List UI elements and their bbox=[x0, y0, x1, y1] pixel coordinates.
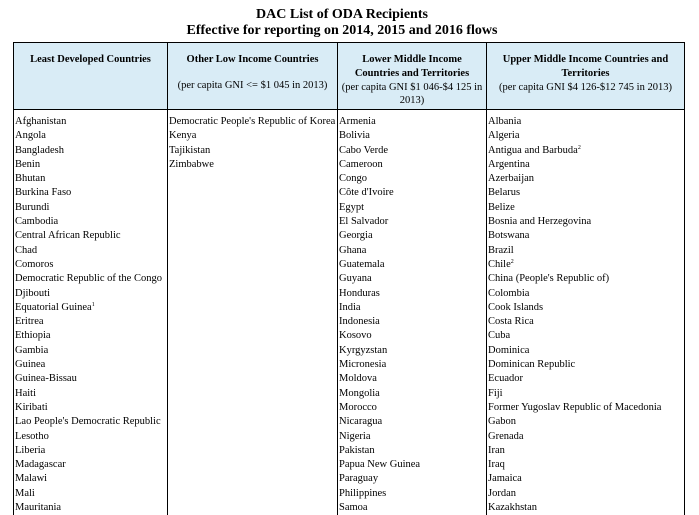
country-list-item bbox=[488, 344, 684, 358]
country-name: Bosnia and Herzegovina bbox=[488, 216, 591, 227]
country-list-item bbox=[488, 430, 684, 444]
country-name: Chile bbox=[488, 259, 511, 270]
country-list-item bbox=[339, 315, 486, 329]
country-name: Chad bbox=[15, 245, 37, 256]
country-list-item bbox=[339, 229, 486, 243]
country-name: Eritrea bbox=[15, 316, 44, 327]
country-name: Tajikistan bbox=[169, 145, 210, 156]
country-name: Burundi bbox=[15, 202, 49, 213]
country-name: Lao People's Democratic Republic bbox=[15, 416, 161, 427]
country-list-item bbox=[15, 401, 167, 415]
country-name: Grenada bbox=[488, 431, 524, 442]
country-name: Philippines bbox=[339, 488, 386, 499]
country-list-item bbox=[169, 129, 337, 143]
country-name: Gabon bbox=[488, 416, 516, 427]
country-name: Dominican Republic bbox=[488, 359, 575, 370]
country-name: Colombia bbox=[488, 288, 529, 299]
country-list-item bbox=[15, 458, 167, 472]
country-list-item bbox=[339, 244, 486, 258]
column-header-least-developed bbox=[14, 43, 168, 110]
country-list-item bbox=[488, 201, 684, 215]
country-name: Mongolia bbox=[339, 388, 380, 399]
country-name: Liberia bbox=[15, 445, 45, 456]
country-list-item bbox=[15, 344, 167, 358]
country-list-other-low-income bbox=[168, 110, 338, 515]
country-list-item bbox=[339, 430, 486, 444]
country-list-item bbox=[488, 115, 684, 129]
country-list-item bbox=[488, 229, 684, 243]
country-name: Dominica bbox=[488, 345, 529, 356]
column-heading: Least Developed Countries bbox=[16, 53, 165, 67]
country-list-item bbox=[169, 115, 337, 129]
column-heading: Upper Middle Income Countries and Territories bbox=[489, 53, 682, 81]
country-list-item bbox=[15, 472, 167, 486]
country-list-item bbox=[339, 172, 486, 186]
country-name: Moldova bbox=[339, 373, 377, 384]
column-heading: Other Low Income Countries bbox=[170, 53, 335, 67]
footnote-marker: 1 bbox=[92, 302, 95, 308]
country-name: Madagascar bbox=[15, 459, 66, 470]
country-list-item bbox=[15, 387, 167, 401]
country-list-item bbox=[339, 472, 486, 486]
country-name: Guyana bbox=[339, 273, 372, 284]
country-name: Ecuador bbox=[488, 373, 523, 384]
country-list-item bbox=[488, 358, 684, 372]
country-list-upper-middle-income bbox=[487, 110, 685, 515]
country-list-item bbox=[15, 244, 167, 258]
country-name: Iraq bbox=[488, 459, 505, 470]
country-name: Congo bbox=[339, 173, 367, 184]
country-list-item bbox=[488, 287, 684, 301]
country-name: Côte d'Ivoire bbox=[339, 187, 394, 198]
country-list-item bbox=[339, 144, 486, 158]
country-list-item bbox=[339, 415, 486, 429]
country-name: Kosovo bbox=[339, 330, 372, 341]
country-name: Democratic People's Republic of Korea bbox=[169, 116, 335, 127]
country-list-item bbox=[488, 186, 684, 200]
country-name: Guatemala bbox=[339, 259, 384, 270]
country-list-item bbox=[488, 487, 684, 501]
country-list-item bbox=[339, 372, 486, 386]
country-list-item bbox=[339, 501, 486, 515]
country-list-item bbox=[15, 186, 167, 200]
country-name: Cabo Verde bbox=[339, 145, 388, 156]
country-list-item bbox=[488, 172, 684, 186]
country-name: Kiribati bbox=[15, 402, 48, 413]
country-list-item bbox=[339, 329, 486, 343]
country-list-item bbox=[339, 401, 486, 415]
footnote-marker: 2 bbox=[511, 259, 514, 265]
footnote-marker: 2 bbox=[578, 145, 581, 151]
country-list-item bbox=[15, 258, 167, 272]
country-name: Micronesia bbox=[339, 359, 386, 370]
country-name: Afghanistan bbox=[15, 116, 66, 127]
country-list-item bbox=[488, 329, 684, 343]
country-list-item bbox=[15, 272, 167, 286]
country-list-item bbox=[339, 444, 486, 458]
country-name: India bbox=[339, 302, 361, 313]
country-name: El Salvador bbox=[339, 216, 388, 227]
country-list-item bbox=[15, 158, 167, 172]
country-name: Jordan bbox=[488, 488, 516, 499]
country-name: Argentina bbox=[488, 159, 530, 170]
country-list-item bbox=[488, 458, 684, 472]
country-list-item bbox=[488, 244, 684, 258]
country-name: Armenia bbox=[339, 116, 376, 127]
country-list-item bbox=[15, 115, 167, 129]
column-header-other-low-income bbox=[168, 43, 338, 110]
country-list-item bbox=[488, 215, 684, 229]
country-list-item bbox=[339, 301, 486, 315]
country-name: Nicaragua bbox=[339, 416, 382, 427]
country-list-item bbox=[488, 415, 684, 429]
country-name: Angola bbox=[15, 130, 46, 141]
country-name: Cambodia bbox=[15, 216, 58, 227]
country-list-item bbox=[339, 129, 486, 143]
country-list-item bbox=[339, 358, 486, 372]
country-name: Samoa bbox=[339, 502, 368, 513]
country-list-item bbox=[15, 372, 167, 386]
country-name: Malawi bbox=[15, 473, 47, 484]
country-name: Bangladesh bbox=[15, 145, 64, 156]
country-name: Belarus bbox=[488, 187, 520, 198]
country-list-item bbox=[488, 472, 684, 486]
country-list-item bbox=[488, 501, 684, 515]
country-name: Kyrgyzstan bbox=[339, 345, 387, 356]
country-name: Egypt bbox=[339, 202, 364, 213]
country-name: Bolivia bbox=[339, 130, 370, 141]
country-list-item bbox=[488, 144, 684, 158]
country-name: Paraguay bbox=[339, 473, 378, 484]
country-list-item bbox=[488, 158, 684, 172]
oda-recipients-table bbox=[13, 42, 685, 515]
country-name: Haiti bbox=[15, 388, 36, 399]
country-name: Nigeria bbox=[339, 431, 371, 442]
country-list-item bbox=[15, 358, 167, 372]
country-name: Former Yugoslav Republic of Macedonia bbox=[488, 402, 661, 413]
country-list-item bbox=[339, 258, 486, 272]
country-name: Burkina Faso bbox=[15, 187, 71, 198]
country-name: Gambia bbox=[15, 345, 48, 356]
country-list-item bbox=[15, 430, 167, 444]
country-list-item bbox=[339, 487, 486, 501]
country-list-item bbox=[15, 444, 167, 458]
country-name: Cook Islands bbox=[488, 302, 543, 313]
country-list-item bbox=[15, 287, 167, 301]
country-list-item bbox=[169, 158, 337, 172]
country-name: Azerbaijan bbox=[488, 173, 534, 184]
country-list-item bbox=[15, 301, 167, 315]
country-name: Zimbabwe bbox=[169, 159, 214, 170]
country-name: Mauritania bbox=[15, 502, 61, 513]
country-name: Equatorial Guinea bbox=[15, 302, 92, 313]
country-list-item bbox=[339, 387, 486, 401]
country-list-item bbox=[15, 144, 167, 158]
country-name: Democratic Republic of the Congo bbox=[15, 273, 162, 284]
column-header-lower-middle-income bbox=[338, 43, 487, 110]
column-heading: Lower Middle Income Countries and Territories bbox=[340, 53, 484, 81]
country-name: Belize bbox=[488, 202, 515, 213]
country-list-item bbox=[488, 401, 684, 415]
country-list-item bbox=[339, 272, 486, 286]
country-name: Central African Republic bbox=[15, 230, 121, 241]
country-name: Guinea-Bissau bbox=[15, 373, 77, 384]
country-list-item bbox=[15, 215, 167, 229]
country-list-item bbox=[15, 315, 167, 329]
country-name: Jamaica bbox=[488, 473, 522, 484]
country-list-item bbox=[339, 215, 486, 229]
country-name: Brazil bbox=[488, 245, 514, 256]
country-name: Botswana bbox=[488, 230, 529, 241]
country-list-item bbox=[339, 458, 486, 472]
country-list-item bbox=[15, 329, 167, 343]
country-name: Lesotho bbox=[15, 431, 49, 442]
country-name: Honduras bbox=[339, 288, 380, 299]
page-subtitle: Effective for reporting on 2014, 2015 and 2016 flows bbox=[0, 23, 684, 39]
country-list-item bbox=[488, 272, 684, 286]
country-name: Papua New Guinea bbox=[339, 459, 420, 470]
country-list-item bbox=[15, 501, 167, 515]
country-list-item bbox=[488, 372, 684, 386]
country-name: Cameroon bbox=[339, 159, 383, 170]
country-list-item bbox=[339, 287, 486, 301]
country-list-item bbox=[169, 144, 337, 158]
country-list-item bbox=[339, 201, 486, 215]
country-name: Iran bbox=[488, 445, 505, 456]
page-title: DAC List of ODA Recipients bbox=[0, 7, 684, 23]
country-name: China (People's Republic of) bbox=[488, 273, 609, 284]
country-name: Georgia bbox=[339, 230, 373, 241]
country-name: Benin bbox=[15, 159, 40, 170]
country-list-item bbox=[488, 315, 684, 329]
country-name: Indonesia bbox=[339, 316, 380, 327]
country-name: Morocco bbox=[339, 402, 377, 413]
country-list-item bbox=[488, 444, 684, 458]
country-list-lower-middle-income bbox=[338, 110, 487, 515]
column-subheading: (per capita GNI <= $1 045 in 2013) bbox=[170, 79, 335, 92]
country-list-item bbox=[488, 387, 684, 401]
country-name: Ghana bbox=[339, 245, 366, 256]
country-list-item bbox=[15, 172, 167, 186]
column-subheading: (per capita GNI $4 126-$12 745 in 2013) bbox=[489, 81, 682, 94]
country-list-item bbox=[339, 158, 486, 172]
country-list-item bbox=[488, 129, 684, 143]
country-name: Mali bbox=[15, 488, 35, 499]
country-list-item bbox=[488, 258, 684, 272]
country-name: Kazakhstan bbox=[488, 502, 537, 513]
country-name: Ethiopia bbox=[15, 330, 51, 341]
column-subheading: (per capita GNI $1 046-$4 125 in 2013) bbox=[340, 81, 484, 107]
country-name: Djibouti bbox=[15, 288, 50, 299]
country-name: Comoros bbox=[15, 259, 54, 270]
country-name: Algeria bbox=[488, 130, 520, 141]
country-name: Cuba bbox=[488, 330, 510, 341]
country-list-item bbox=[15, 229, 167, 243]
country-name: Kenya bbox=[169, 130, 196, 141]
country-list-least-developed bbox=[14, 110, 168, 515]
country-name: Albania bbox=[488, 116, 521, 127]
country-list-item bbox=[339, 186, 486, 200]
country-list-item bbox=[15, 487, 167, 501]
column-header-upper-middle-income bbox=[487, 43, 685, 110]
country-list-item bbox=[15, 415, 167, 429]
country-name: Guinea bbox=[15, 359, 45, 370]
country-list-item bbox=[339, 115, 486, 129]
country-list-item bbox=[15, 129, 167, 143]
country-name: Bhutan bbox=[15, 173, 45, 184]
country-name: Fiji bbox=[488, 388, 503, 399]
country-list-item bbox=[488, 301, 684, 315]
country-name: Antigua and Barbuda bbox=[488, 145, 578, 156]
country-list-item bbox=[339, 344, 486, 358]
country-name: Costa Rica bbox=[488, 316, 534, 327]
country-list-item bbox=[15, 201, 167, 215]
country-name: Pakistan bbox=[339, 445, 375, 456]
